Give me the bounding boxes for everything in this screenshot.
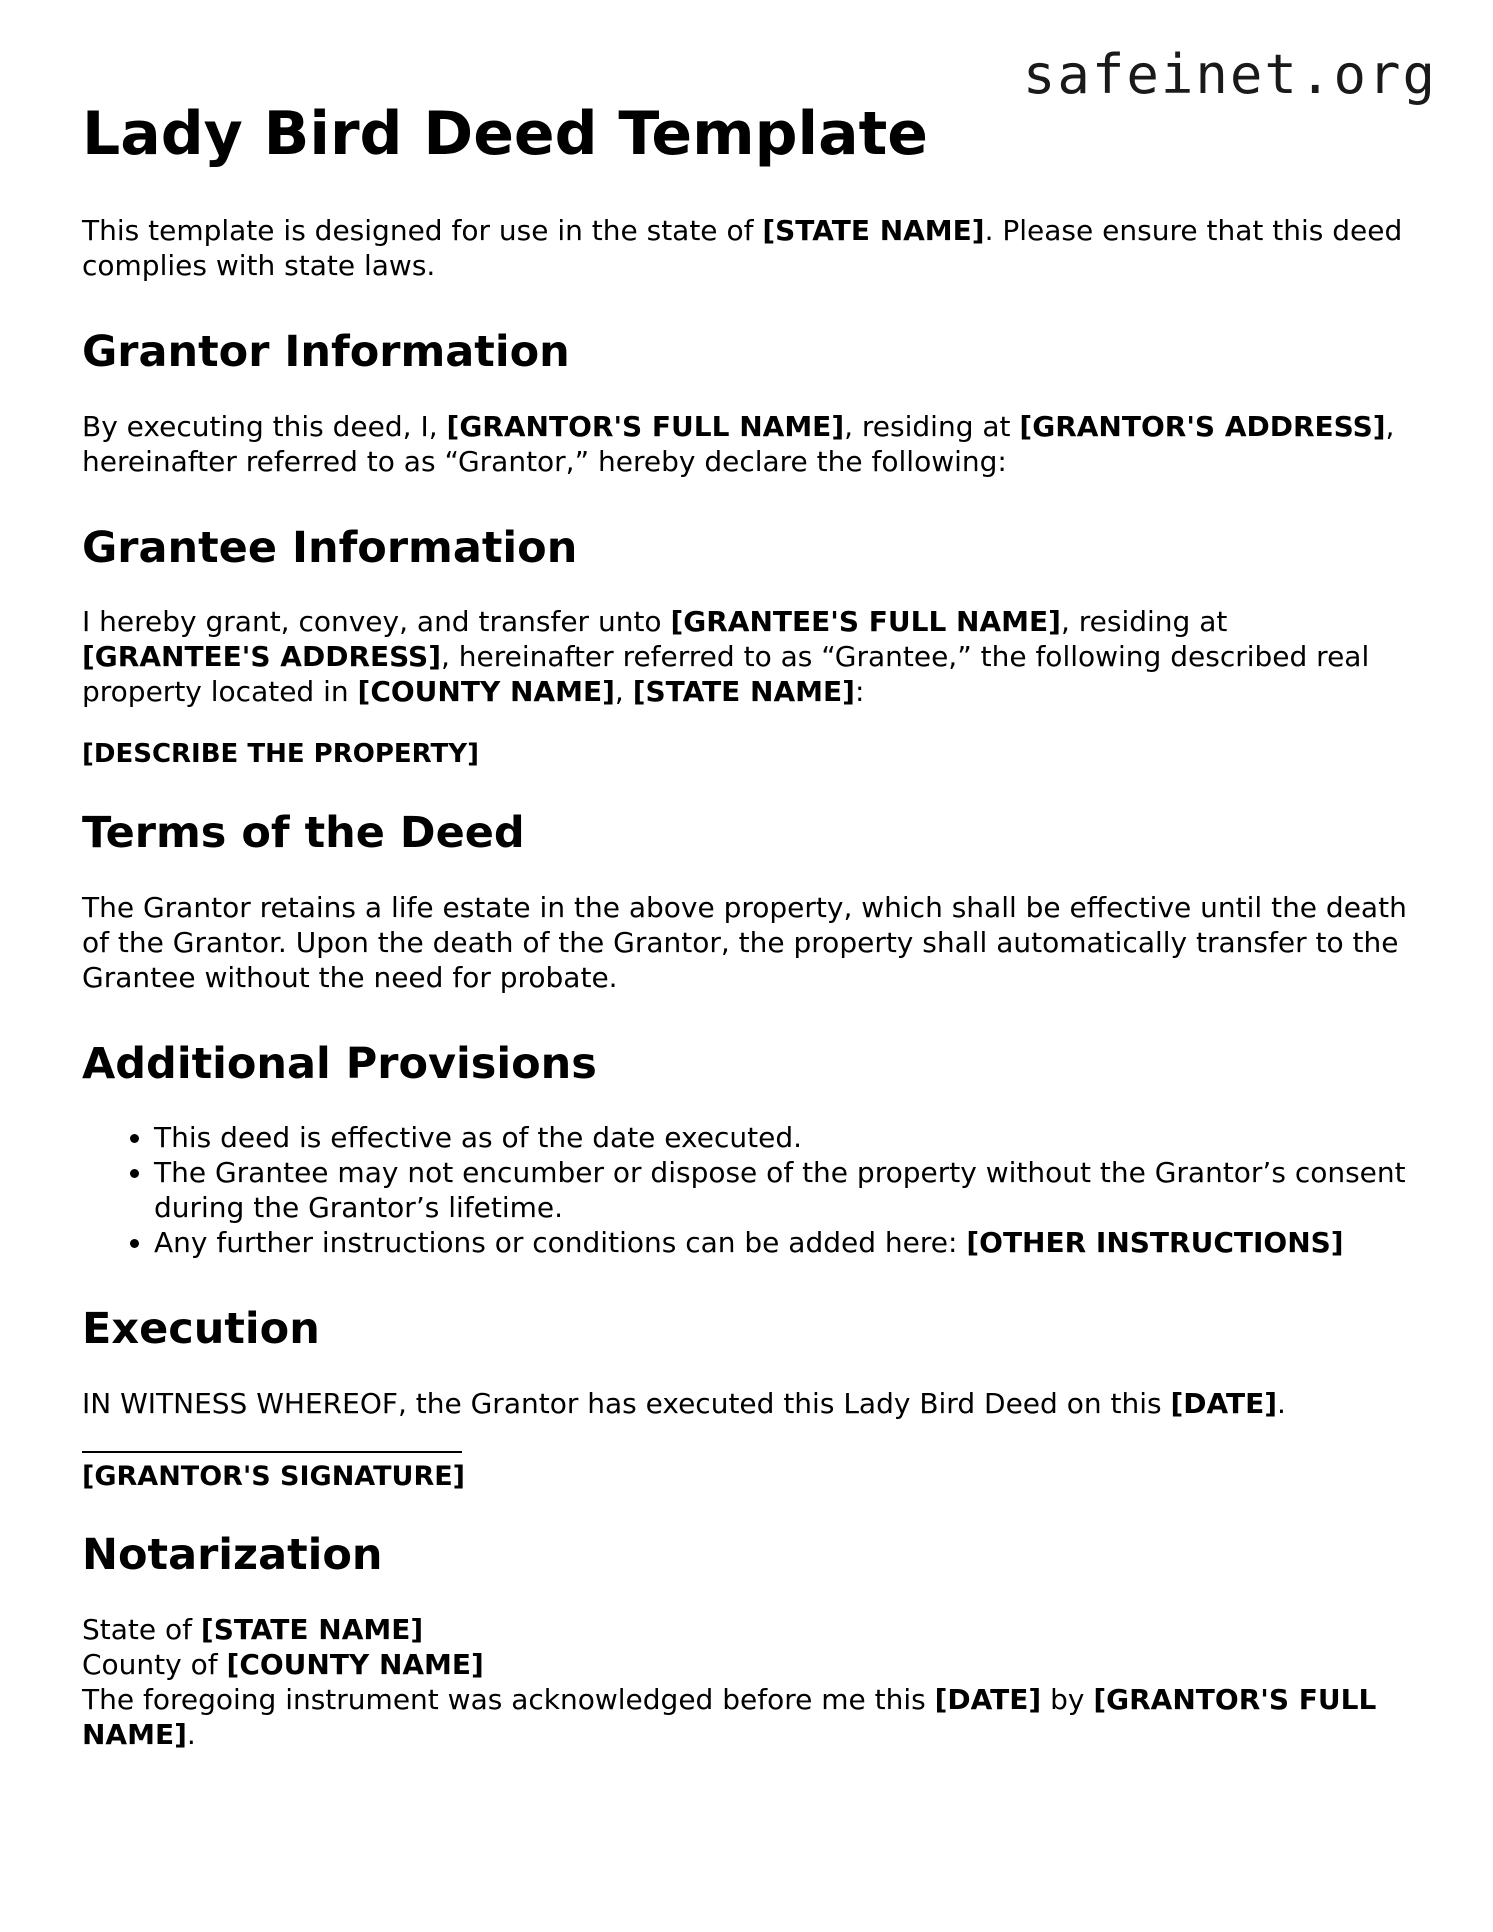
grantee-name-placeholder: [GRANTEE'S FULL NAME] — [670, 605, 1061, 639]
grantor-text: By executing this deed, I, — [82, 409, 447, 443]
document-page — [82, 100, 1412, 1752]
execution-text: . — [1277, 1386, 1286, 1420]
signature-placeholder: [GRANTOR'S SIGNATURE] — [82, 1460, 466, 1492]
execution-text: IN WITNESS WHEREOF, the Grantor has executed this Lady Bird Deed on this — [82, 1386, 1171, 1420]
grantor-heading: Grantor Information — [82, 327, 570, 377]
state-placeholder: [STATE NAME] — [200, 1612, 424, 1646]
list-item — [154, 1225, 1412, 1260]
county-placeholder: [COUNTY NAME] — [357, 675, 615, 709]
notary-state-label: State of — [82, 1612, 201, 1646]
property-placeholder: [DESCRIBE THE PROPERTY] — [82, 739, 479, 770]
date-placeholder: [DATE] — [934, 1682, 1042, 1716]
terms-paragraph: The Grantor retains a life estate in the above property, which shall be effective until the death of the Grantor. Upon the death of the Grantor, the property shall automatically transfer to the Grantee without the need for probate. — [82, 890, 1407, 994]
intro-text-end: . Please ensure that this deed complies with state laws. — [82, 214, 1403, 282]
signature-label — [82, 1459, 1412, 1494]
grantor-text: , residing at — [844, 409, 1020, 443]
notary-county-label: County of — [82, 1647, 227, 1681]
grantor-address-placeholder: [GRANTOR'S ADDRESS] — [1019, 409, 1386, 443]
provisions-heading: Additional Provisions — [82, 1038, 597, 1089]
terms-heading: Terms of the Deed — [82, 808, 525, 859]
list-item-text: Any further instructions or conditions can be added here: — [154, 1226, 967, 1260]
notary-text: The foregoing instrument was acknowledged before me this — [82, 1682, 935, 1716]
grantee-text: , hereinafter referred to as “Grantee,” the following described real property located in — [82, 640, 1370, 709]
grantee-paragraph — [82, 604, 1412, 709]
grantor-name-placeholder: [GRANTOR'S FULL NAME] — [446, 409, 845, 443]
list-item: • The Grantee may not encumber or dispose of the property without the Grantor’s consent during the Grantor’s lifetime. — [154, 1155, 1412, 1225]
date-placeholder: [DATE] — [1170, 1386, 1278, 1420]
notary-text: by — [1041, 1682, 1094, 1716]
property-description — [82, 737, 1412, 772]
other-instructions-placeholder: [OTHER INSTRUCTIONS] — [966, 1226, 1344, 1260]
execution-paragraph — [82, 1386, 1412, 1421]
intro-paragraph — [82, 213, 1412, 283]
grantee-heading: Grantee Information — [82, 522, 578, 573]
intro-text: This template is designed for use in the state of — [82, 214, 763, 247]
county-placeholder: [COUNTY NAME] — [226, 1647, 484, 1681]
notarization-heading: Notarization — [82, 1529, 383, 1580]
grantee-address-placeholder: [GRANTEE'S ADDRESS] — [82, 640, 441, 674]
notarization-paragraph — [82, 1612, 1412, 1752]
watermark: safeinet.org — [1022, 43, 1437, 106]
execution-heading: Execution — [82, 1304, 320, 1355]
provisions-list — [82, 1120, 1412, 1260]
list-item: • This deed is effective as of the date executed. — [154, 1120, 1412, 1155]
grantee-text: , — [614, 675, 633, 709]
grantee-text: , residing at — [1060, 605, 1228, 639]
grantee-text: : — [854, 675, 865, 709]
page-title: Lady Bird Deed Template — [82, 99, 928, 169]
grantee-text: I hereby grant, convey, and transfer unto — [82, 605, 671, 639]
state-placeholder: [STATE NAME] — [632, 675, 855, 709]
state-placeholder: [STATE NAME] — [762, 214, 985, 247]
grantor-name-placeholder: [GRANTOR'S FULL NAME] — [82, 1682, 1377, 1751]
grantor-paragraph — [82, 409, 1412, 479]
grantor-text: , hereinafter referred to as “Grantor,” hereby declare the following: — [82, 409, 1395, 478]
signature-line — [82, 1451, 462, 1453]
notary-text: . — [186, 1717, 196, 1751]
